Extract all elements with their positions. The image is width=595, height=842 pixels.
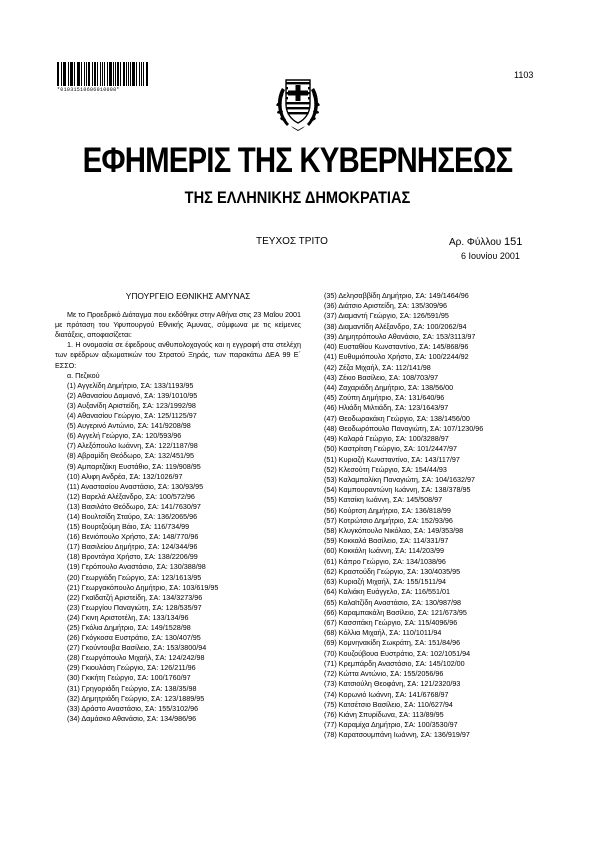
barcode-bar xyxy=(68,62,69,86)
barcode-bar xyxy=(97,62,98,86)
barcode-bar xyxy=(115,62,116,86)
list-item: (7) Αλεξόπουλο Ιωάννη, ΣΑ: 122/1187/98 xyxy=(67,441,198,451)
list-item: (3) Αυξανίδη Αριστείδη, ΣΑ: 123/1992/98 xyxy=(67,400,196,410)
list-item: (31) Γρηγοριάδη Γεώργιο, ΣΑ: 138/35/98 xyxy=(67,683,197,693)
list-item: (12) Βαρελά Αλέξανδρο, ΣΑ: 100/572/96 xyxy=(67,491,195,501)
sheet-number xyxy=(449,236,522,248)
sheet-number-label: Αρ. Φύλλου xyxy=(449,237,502,248)
barcode-bar xyxy=(77,62,78,86)
list-item: (29) Γκιουλάση Γεώργιο, ΣΑ: 126/211/96 xyxy=(67,663,196,673)
list-item: (45) Ζούπη Δημήτριο, ΣΑ: 131/640/96 xyxy=(324,393,445,403)
list-item: (68) Κόλλια Μιχαήλ, ΣΑ: 110/1011/94 xyxy=(324,628,442,638)
barcode-bar xyxy=(57,62,59,86)
list-item: (75) Κατσέτσιο Βασίλειο, ΣΑ: 110/627/94 xyxy=(324,699,453,709)
officer-list-left xyxy=(55,381,301,724)
list-item: (61) Κάπρο Γεώργιο, ΣΑ: 134/1038/96 xyxy=(324,556,446,566)
list-item: (49) Καλαρά Γεώργιο, ΣΑ: 100/3288/97 xyxy=(324,434,449,444)
list-item: (32) Δημητριάδη Γεώργιο, ΣΑ: 123/1889/95 xyxy=(67,693,205,703)
list-item: (77) Καραμίχα Δημήτριο, ΣΑ: 100/3530/97 xyxy=(324,720,458,730)
barcode-bar xyxy=(136,62,137,86)
barcode-bar xyxy=(86,62,87,86)
barcode-bar xyxy=(92,62,93,86)
issue-date: 6 Ιουνίου 2001 xyxy=(461,251,520,261)
barcode-bar xyxy=(109,62,112,86)
barcode xyxy=(57,62,149,93)
list-item: (74) Κορωνιό Ιωάννη, ΣΑ: 141/6768/97 xyxy=(324,689,449,699)
barcode-bar xyxy=(102,62,104,86)
list-item: (10) Αλιφη Ανδρέα, ΣΑ: 132/1026/97 xyxy=(67,471,183,481)
list-item: (67) Κασσιτάκη Γεώργιο, ΣΑ: 115/4096/96 xyxy=(324,618,458,627)
barcode-bar xyxy=(74,62,75,86)
list-item: (34) Δαμάσκο Αθανάσιο, ΣΑ: 134/986/96 xyxy=(67,713,197,723)
list-item: (46) Ηλιάδη Μιλτιάδη, ΣΑ: 123/1643/97 xyxy=(324,403,449,413)
barcode-bar xyxy=(78,62,80,86)
list-item: (40) Ευσταθίου Κωνσταντίνο, ΣΑ: 145/868/96 xyxy=(324,342,469,352)
greek-coat-of-arms-icon xyxy=(273,74,323,134)
list-item: (14) Βουλτσίδη Σταύρο, ΣΑ: 136/2065/96 xyxy=(67,511,198,521)
list-item: (43) Ζέκιο Βασίλειο, ΣΑ: 108/703/97 xyxy=(324,372,439,382)
barcode-bar xyxy=(113,62,114,86)
list-item: (64) Καλιάκη Ευάγγελο, ΣΑ: 116/551/01 xyxy=(324,587,450,597)
list-item: (16) Βενιόπουλο Χρήστο, ΣΑ: 148/770/96 xyxy=(67,532,199,542)
list-item: (17) Βασιλείου Δημήτριο, ΣΑ: 124/344/96 xyxy=(67,542,198,552)
right-column xyxy=(312,291,552,741)
list-item: (26) Γκόγκοσα Ευστράτιο, ΣΑ: 130/407/95 xyxy=(67,633,201,643)
list-item: (41) Ευθυμιόπουλο Χρήστο, ΣΑ: 100/2244/92 xyxy=(324,352,469,362)
barcode-bar xyxy=(141,62,142,86)
barcode-bar xyxy=(107,62,108,86)
left-column xyxy=(55,291,301,724)
list-item: (42) Ζέζα Μιχαήλ, ΣΑ: 112/141/98 xyxy=(324,362,431,372)
barcode-bar xyxy=(94,62,96,86)
list-item: (9) Αμπαρτζάκη Ευστάθιο, ΣΑ: 119/908/95 xyxy=(67,461,201,471)
list-item: (25) Γκόλια Δημήτριο, ΣΑ: 149/1528/98 xyxy=(67,623,191,632)
list-item: (78) Καρατσουμπάνη Ιωάννη, ΣΑ: 136/919/97 xyxy=(324,730,470,740)
list-item: (52) Κλεσούτη Γεώργιο, ΣΑ: 154/44/93 xyxy=(324,464,447,474)
category-heading: α. Πεζικού xyxy=(67,370,100,380)
barcode-bar xyxy=(81,62,82,86)
barcode-bar xyxy=(130,62,131,86)
list-item: (71) Κρεμπάρδη Αναστάσιο, ΣΑ: 145/102/00 xyxy=(324,658,465,668)
barcode-bar xyxy=(63,62,64,86)
list-item: (28) Γεωργόπουλο Μιχαήλ, ΣΑ: 124/242/98 xyxy=(67,653,205,663)
decision-paragraph: 1. Η ονομασία σε έφεδρους ανθυπολοχαγούς και η εγγραφή στα στελέχη των εφέδρων αξιωματικών του Στρατού Ξηράς, των παρακάτω ΔΕΑ 99 Ε΄ ΕΣΣΟ: xyxy=(55,340,301,370)
list-item: (18) Βροντάγια Χρήστο, ΣΑ: 138/2206/99 xyxy=(67,552,198,562)
issue-label: ΤΕΥΧΟΣ ΤΡΙΤΟ xyxy=(256,236,328,247)
list-item: (62) Κραστούδη Γεώργιο, ΣΑ: 130/4035/95 xyxy=(324,566,461,576)
gazette-subtitle: ΤΗΣ ΕΛΛΗΝΙΚΗΣ ΔΗΜΟΚΡΑΤΙΑΣ xyxy=(184,188,411,207)
barcode-digits: *01031510606010008* xyxy=(57,87,120,93)
barcode-bar xyxy=(128,62,129,86)
list-item: (24) Γκινη Αριστοτέλη, ΣΑ: 133/134/96 xyxy=(67,612,189,622)
barcode-bar xyxy=(61,62,62,86)
list-item: (59) Κοκκαλά Βασίλειο, ΣΑ: 114/331/97 xyxy=(324,536,449,546)
list-item: (21) Γεωργακόπουλο Δημήτριο, ΣΑ: 103/619/95 xyxy=(67,582,219,592)
barcode-bar xyxy=(104,62,105,86)
list-item: (37) Διαμαντή Γεώργιο, ΣΑ: 126/591/95 xyxy=(324,311,449,321)
list-item: (58) Κλυγκόπουλο Νικόλαο, ΣΑ: 149/353/98 xyxy=(324,526,464,536)
list-item: (6) Αγγελή Γεώργιο, ΣΑ: 120/593/96 xyxy=(67,431,182,441)
barcode-bar xyxy=(64,62,66,86)
list-item: (1) Αγγελίδη Δημήτριο, ΣΑ: 133/1193/95 xyxy=(67,380,194,390)
barcode-bar xyxy=(100,62,101,86)
list-item: (23) Γεωργίου Παναγιώτη, ΣΑ: 128/535/97 xyxy=(67,602,202,612)
barcode-bar xyxy=(126,62,127,86)
list-item: (5) Αυγερινό Αντώνιο, ΣΑ: 141/9208/98 xyxy=(67,421,191,431)
list-item: (47) Θεοδωρακάκη Γεώργιο, ΣΑ: 138/1456/00 xyxy=(324,413,470,423)
list-item: (70) Κουζούβουα Ευστράτιο, ΣΑ: 102/1051/94 xyxy=(324,648,471,658)
list-item: (51) Κυριαζή Κωνσταντίνο, ΣΑ: 143/117/97 xyxy=(324,454,460,464)
list-item: (65) Καλαϊτζίδη Αναστάσιο, ΣΑ: 130/987/98 xyxy=(324,597,461,607)
barcode-bar xyxy=(120,62,121,86)
list-item: (73) Κατσιούλη Θεοφάνη, ΣΑ: 121/2320/93 xyxy=(324,679,461,689)
list-item: (44) Ζαχαριάδη Δημήτριο, ΣΑ: 138/56/00 xyxy=(324,382,454,392)
list-item: (56) Κούρτση Δημήτριο, ΣΑ: 136/818/99 xyxy=(324,505,451,515)
list-item: (15) Βουρτζούμη Βάιο, ΣΑ: 116/734/99 xyxy=(67,522,190,532)
barcode-bar xyxy=(132,62,135,86)
list-item: (50) Καστρίτση Γεώργιο, ΣΑ: 101/2447/97 xyxy=(324,444,458,454)
list-item: (4) Αθανασίου Γεώργιο, ΣΑ: 125/1125/97 xyxy=(67,411,197,421)
list-item: (39) Δημητρόπουλο Αθανάσιο, ΣΑ: 153/3113/97 xyxy=(324,331,476,341)
list-item: (54) Καμπουραντώνη Ιωάννη, ΣΑ: 138/378/95 xyxy=(324,485,471,495)
sheet-number-value: 151 xyxy=(504,236,523,248)
list-item: (20) Γεωργιάδη Γεώργιο, ΣΑ: 123/1613/95 xyxy=(67,572,202,582)
list-item: (35) Δελησαββίδη Δημήτριο, ΣΑ: 149/1464/96 xyxy=(324,291,469,300)
barcode-bar xyxy=(143,62,144,86)
barcode-bar xyxy=(70,62,73,86)
list-item: (76) Κιάνη Σπυρίδωνα, ΣΑ: 113/89/95 xyxy=(324,709,444,719)
list-item: (30) Γκικήτη Γεώργιο, ΣΑ: 100/1760/97 xyxy=(67,673,191,683)
barcode-bar xyxy=(139,62,141,86)
list-item: (69) Κομνηνακίδη Σωκράτη, ΣΑ: 151/84/96 xyxy=(324,638,461,648)
list-item: (27) Γκούντουβα Βασίλειο, ΣΑ: 153/3800/94 xyxy=(67,643,207,653)
list-item: (22) Γκαϊδατζή Αριστείδη, ΣΑ: 134/3273/96 xyxy=(67,592,203,602)
list-item: (19) Γερόπουλο Αναστάσιο, ΣΑ: 130/388/98 xyxy=(67,562,206,572)
list-item: (38) Διαμαντίδη Αλέξανδρο, ΣΑ: 100/2062/94 xyxy=(324,321,467,331)
ministry-heading: ΥΠΟΥΡΓΕΙΟ ΕΘΝΙΚΗΣ ΑΜΥΝΑΣ xyxy=(125,291,251,301)
list-item: (8) Αβραμίδη Θεόδωρο, ΣΑ: 132/451/95 xyxy=(67,451,194,461)
list-item: (13) Βασιλάτο Θεόδωρο, ΣΑ: 141/7630/97 xyxy=(67,501,201,511)
list-item: (57) Κοτρώτσιο Δημήτριο, ΣΑ: 152/93/96 xyxy=(324,515,453,525)
list-item: (63) Κυριαζή Μιχαήλ, ΣΑ: 155/1511/94 xyxy=(324,577,446,587)
gazette-title: ΕΦΗΜΕΡΙΣ ΤΗΣ ΚΥΒΕΡΝΗΣΕΩΣ xyxy=(82,141,513,180)
barcode-bar xyxy=(146,62,148,86)
barcode-bar xyxy=(84,62,85,86)
list-item: (66) Καραμπακάλη Βασίλειο, ΣΑ: 121/673/95 xyxy=(324,607,467,617)
list-item: (60) Κοκκάλη Ιωάννη, ΣΑ: 114/203/99 xyxy=(324,546,444,556)
list-item: (11) Αναστασίου Αναστάσιο, ΣΑ: 130/93/95 xyxy=(67,481,204,491)
list-item: (48) Θεοδωρόπουλο Παναγιώτη, ΣΑ: 107/1230/96 xyxy=(324,423,484,433)
page-number: 1103 xyxy=(514,70,534,80)
barcode-bars xyxy=(57,62,149,86)
officer-list-right xyxy=(312,291,552,741)
list-item: (2) Αθανασίου Δαμιανό, ΣΑ: 139/1010/95 xyxy=(67,390,198,400)
barcode-bar xyxy=(88,62,91,86)
list-item: (53) Καλαμπαλίκη Παναγιώτη, ΣΑ: 104/1632/97 xyxy=(324,474,476,484)
barcode-bar xyxy=(117,62,119,86)
list-item: (33) Δράστο Αναστάσιο, ΣΑ: 155/3102/96 xyxy=(67,703,199,713)
intro-paragraph: Με το Προεδρικό Διάταγμα που εκδόθηκε στην Αθήνα στις 23 Μαΐου 2001 με πρόταση του Υφυπουργού Εθνικής Άμυνας, σύμφωνα με τις κείμενες διατάξεις, αποφασίζεται: xyxy=(55,310,301,340)
barcode-bar xyxy=(123,62,125,86)
list-item: (55) Κατσίκη Ιωάννη, ΣΑ: 145/508/97 xyxy=(324,495,443,505)
list-item: (72) Κώττα Αντώνιο, ΣΑ: 155/2056/96 xyxy=(324,669,444,679)
list-item: (36) Διάτσιο Αριστείδη, ΣΑ: 135/309/96 xyxy=(324,301,448,311)
